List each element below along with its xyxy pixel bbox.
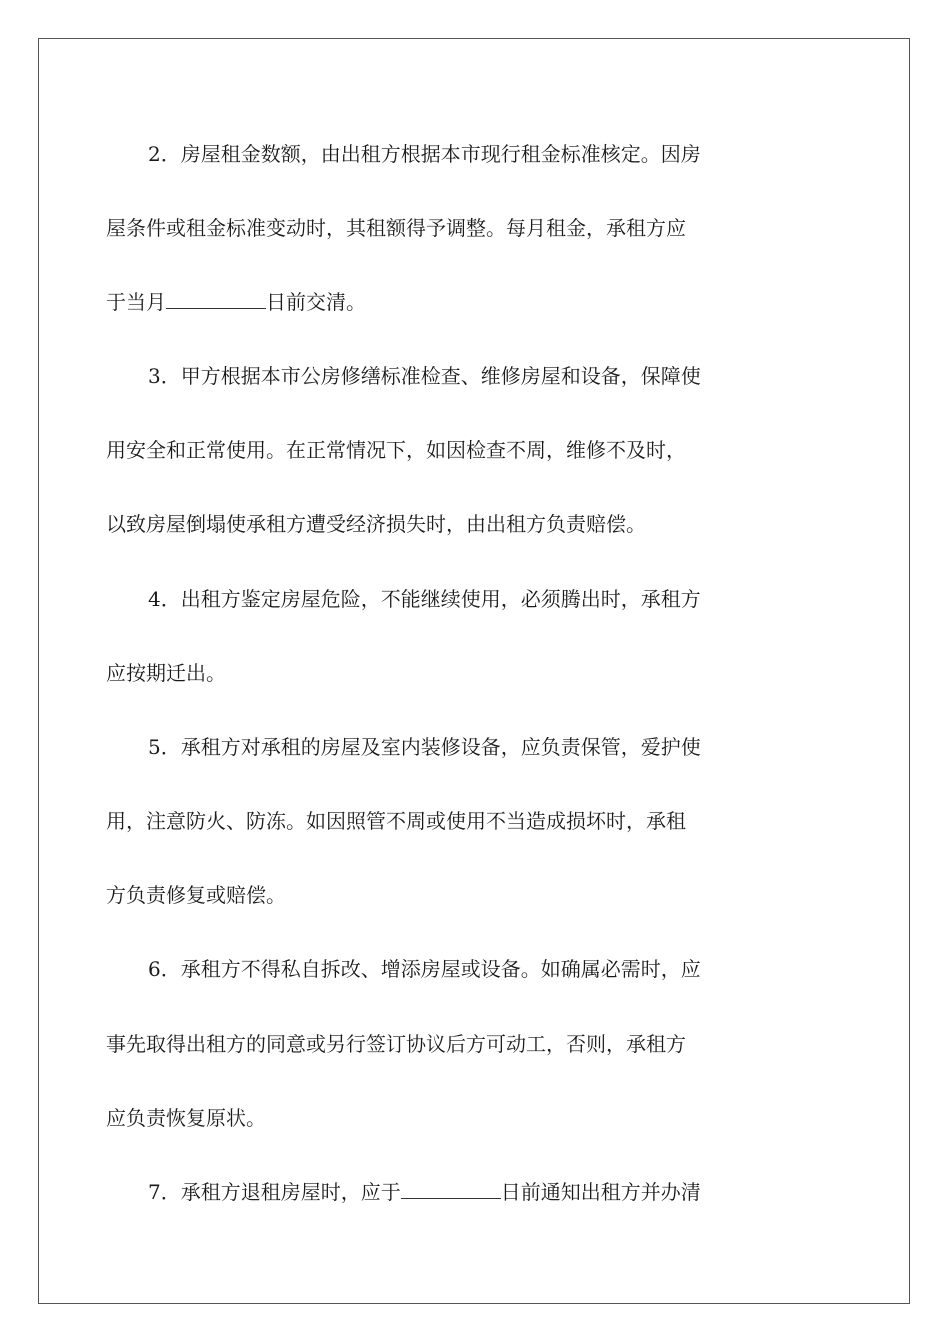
clause-2-line-3-text-after: 日前交清。	[266, 290, 366, 314]
clause-2-line-1: 2．房屋租金数额，由出租方根据本市现行租金标准核定。因房	[148, 142, 701, 166]
clause-6-line-2: 事先取得出租方的同意或另行签订协议后方可动工，否则，承租方	[106, 1032, 686, 1056]
clause-5-line-1: 5．承租方对承租的房屋及室内装修设备，应负责保管，爱护使	[148, 735, 701, 759]
clause-3-line-3: 以致房屋倒塌使承租方遭受经济损失时，由出租方负责赔偿。	[106, 512, 646, 536]
notice-day-blank[interactable]	[401, 1178, 501, 1199]
clause-7-line-1-text-after: 日前通知出租方并办清	[500, 1180, 701, 1204]
clause-4-line-1: 4．出租方鉴定房屋危险，不能继续使用，必须腾出时，承租方	[148, 587, 701, 611]
clause-2-line-2: 屋条件或租金标准变动时，其租额得予调整。每月租金，承租方应	[106, 216, 686, 240]
clause-2-line-3	[106, 288, 366, 316]
clause-5-line-2: 用，注意防火、防冻。如因照管不周或使用不当造成损坏时，承租	[106, 809, 686, 833]
rent-due-day-blank[interactable]	[166, 288, 266, 309]
clause-2-line-3-text-before: 于当月	[106, 290, 166, 314]
clause-5-line-3: 方负责修复或赔偿。	[106, 883, 286, 907]
clause-3-line-1: 3．甲方根据本市公房修缮标准检查、维修房屋和设备，保障使	[148, 364, 701, 388]
clause-7-line-1-text-before: 7．承租方退租房屋时，应于	[148, 1180, 401, 1204]
clause-6-line-3: 应负责恢复原状。	[106, 1106, 266, 1130]
clause-6-line-1: 6．承租方不得私自拆改、增添房屋或设备。如确属必需时，应	[148, 957, 701, 981]
clause-3-line-2: 用安全和正常使用。在正常情况下，如因检查不周，维修不及时，	[106, 438, 686, 462]
clause-7-line-1	[148, 1178, 701, 1206]
clause-4-line-2: 应按期迁出。	[106, 661, 226, 685]
